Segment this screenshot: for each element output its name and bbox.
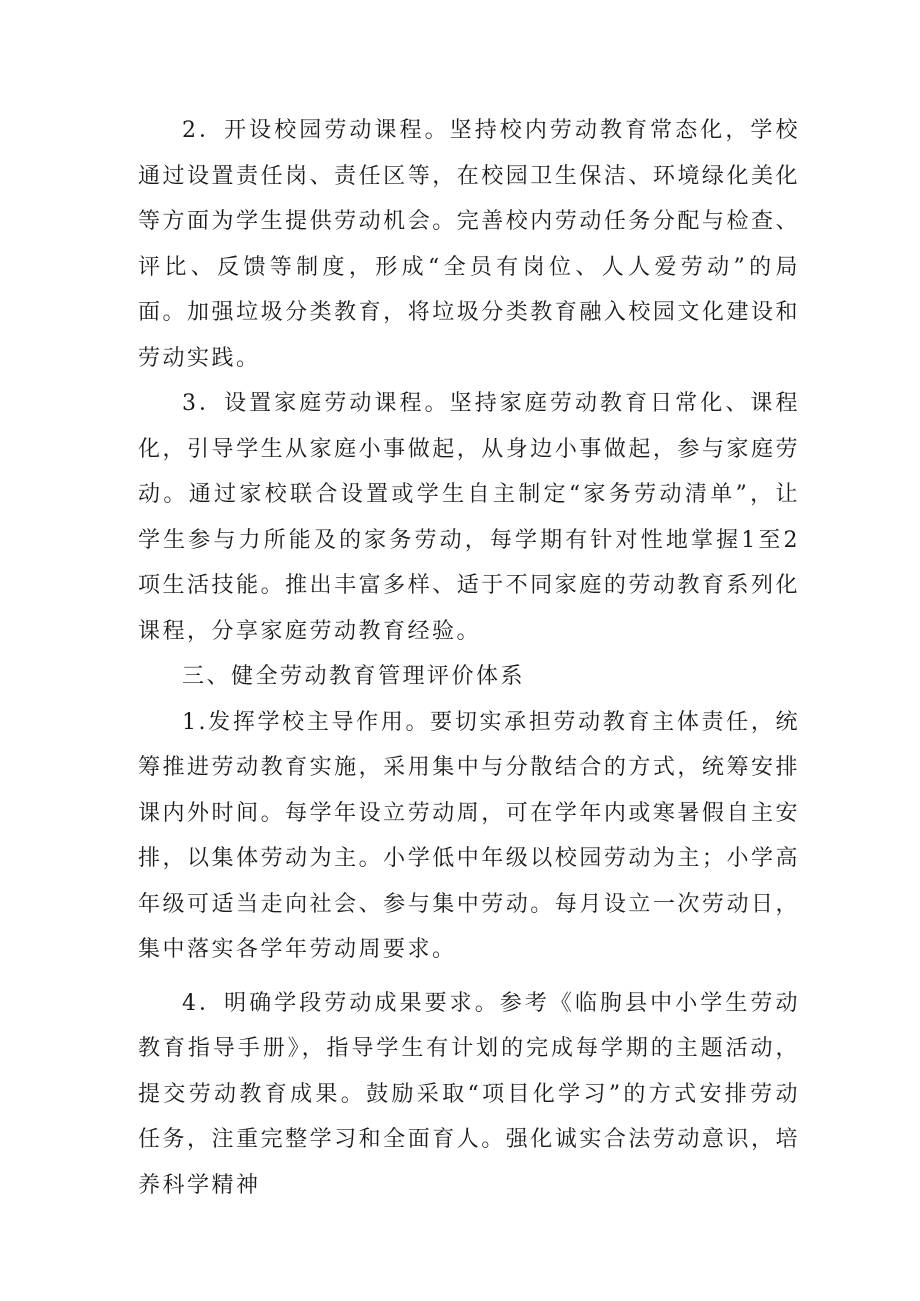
document-body <box>138 108 800 1208</box>
paragraph-campus-labor-course: 2．开设校园劳动课程。坚持校内劳动教育常态化，学校通过设置责任岗、责任区等，在校园卫生保洁、环境绿化美化等方面为学生提供劳动机会。完善校内劳动任务分配与检查、评比、反馈等制度，形成“全员有岗位、人人爱劳动”的局面。加强垃圾分类教育，将垃圾分类教育融入校园文化建设和劳动实践。 <box>138 118 800 371</box>
paragraph-school-leading-role: 1.发挥学校主导作用。要切实承担劳动教育主体责任，统筹推进劳动教育实施，采用集中与分散结合的方式，统筹安排课内外时间。每学年设立劳动周，可在学年内或寒暑假自主安排，以集体劳动为主。小学低中年级以校园劳动为主；小学高年级可适当走向社会、参与集中劳动。每月设立一次劳动日，集中落实各学年劳动周要求。 <box>138 709 800 962</box>
paragraph-labor-outcome-requirements: 4．明确学段劳动成果要求。参考《临朐县中小学生劳动教育指导手册》，指导学生有计划的完成每学期的主题活动，提交劳动教育成果。鼓励采取“项目化学习”的方式安排劳动任务，注重完整学习和全面育人。强化诚实合法劳动意识，培养科学精神 <box>138 990 800 1198</box>
section-heading-evaluation-system: 三、健全劳动教育管理评价体系 <box>182 664 526 689</box>
paragraph-family-labor-course: 3．设置家庭劳动课程。坚持家庭劳动教育日常化、课程化，引导学生从家庭小事做起，从身边小事做起，参与家庭劳动。通过家校联合设置或学生自主制定“家务劳动清单”，让学生参与力所能及的家务劳动，每学期有针对性地掌握1至2项生活技能。推出丰富多样、适于不同家庭的劳动教育系列化课程，分享家庭劳动教育经验。 <box>138 391 800 644</box>
